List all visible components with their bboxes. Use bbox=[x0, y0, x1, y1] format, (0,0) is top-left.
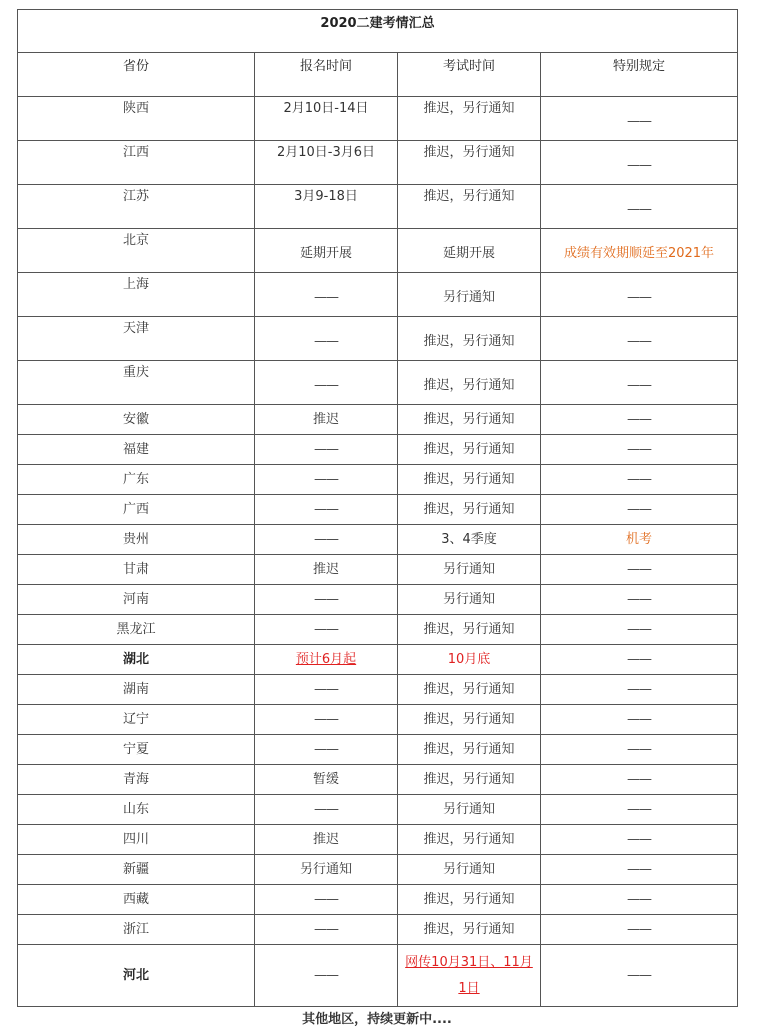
table-row-highlight bbox=[18, 945, 738, 1007]
registration-cell: —— bbox=[255, 317, 398, 361]
table-title: 2020二建考情汇总 bbox=[18, 10, 738, 53]
header-special: 特别规定 bbox=[541, 53, 738, 97]
exam-cell: 推迟，另行通知 bbox=[398, 825, 541, 855]
special-cell: —— bbox=[541, 795, 738, 825]
province-cell: 重庆 bbox=[18, 361, 255, 405]
registration-cell: —— bbox=[255, 885, 398, 915]
exam-cell: 推迟，另行通知 bbox=[398, 405, 541, 435]
exam-cell: 推迟，另行通知 bbox=[398, 317, 541, 361]
province-cell: 山东 bbox=[18, 795, 255, 825]
special-cell: —— bbox=[541, 273, 738, 317]
special-cell: —— bbox=[541, 915, 738, 945]
exam-cell: 推迟，另行通知 bbox=[398, 435, 541, 465]
exam-cell: 另行通知 bbox=[398, 273, 541, 317]
special-cell: —— bbox=[541, 555, 738, 585]
province-cell: 河南 bbox=[18, 585, 255, 615]
special-cell: —— bbox=[541, 705, 738, 735]
registration-cell: —— bbox=[255, 705, 398, 735]
table-row bbox=[18, 795, 738, 825]
special-cell: —— bbox=[541, 825, 738, 855]
table-row bbox=[18, 555, 738, 585]
special-cell: —— bbox=[541, 885, 738, 915]
province-cell: 四川 bbox=[18, 825, 255, 855]
exam-cell: 10月底 bbox=[398, 645, 541, 675]
exam-cell: 推迟，另行通知 bbox=[398, 185, 541, 229]
special-cell: 成绩有效期顺延至2021年 bbox=[541, 229, 738, 273]
table-row bbox=[18, 495, 738, 525]
province-cell: 西藏 bbox=[18, 885, 255, 915]
province-cell: 贵州 bbox=[18, 525, 255, 555]
table-row bbox=[18, 915, 738, 945]
table-row bbox=[18, 317, 738, 361]
special-cell: —— bbox=[541, 675, 738, 705]
province-cell: 陕西 bbox=[18, 97, 255, 141]
registration-cell: —— bbox=[255, 585, 398, 615]
special-cell: —— bbox=[541, 141, 738, 185]
table-row bbox=[18, 525, 738, 555]
exam-cell: 推迟，另行通知 bbox=[398, 361, 541, 405]
province-cell: 江苏 bbox=[18, 185, 255, 229]
special-cell: —— bbox=[541, 615, 738, 645]
header-province: 省份 bbox=[18, 53, 255, 97]
registration-cell: —— bbox=[255, 795, 398, 825]
exam-cell: 3、4季度 bbox=[398, 525, 541, 555]
exam-cell: 推迟，另行通知 bbox=[398, 735, 541, 765]
table-row bbox=[18, 97, 738, 141]
special-cell: —— bbox=[541, 735, 738, 765]
exam-cell: 推迟，另行通知 bbox=[398, 915, 541, 945]
exam-cell: 延期开展 bbox=[398, 229, 541, 273]
registration-cell: —— bbox=[255, 615, 398, 645]
registration-cell: —— bbox=[255, 465, 398, 495]
table-row bbox=[18, 675, 738, 705]
special-cell: —— bbox=[541, 495, 738, 525]
exam-cell bbox=[398, 945, 541, 1007]
registration-cell: 暂缓 bbox=[255, 765, 398, 795]
province-cell: 湖南 bbox=[18, 675, 255, 705]
special-cell: —— bbox=[541, 435, 738, 465]
special-cell: —— bbox=[541, 765, 738, 795]
registration-cell: 延期开展 bbox=[255, 229, 398, 273]
table-row bbox=[18, 185, 738, 229]
province-cell: 辽宁 bbox=[18, 705, 255, 735]
special-cell: —— bbox=[541, 945, 738, 1007]
registration-cell: 2月10日-14日 bbox=[255, 97, 398, 141]
special-cell: 机考 bbox=[541, 525, 738, 555]
registration-cell: —— bbox=[255, 945, 398, 1007]
exam-cell: 推迟，另行通知 bbox=[398, 465, 541, 495]
table-row bbox=[18, 735, 738, 765]
registration-cell: 推迟 bbox=[255, 405, 398, 435]
province-cell: 江西 bbox=[18, 141, 255, 185]
province-cell: 天津 bbox=[18, 317, 255, 361]
province-cell: 宁夏 bbox=[18, 735, 255, 765]
province-cell: 广西 bbox=[18, 495, 255, 525]
exam-cell: 另行通知 bbox=[398, 555, 541, 585]
special-cell: —— bbox=[541, 585, 738, 615]
exam-rumor-link[interactable]: 网传10月31日、11月1日 bbox=[405, 954, 533, 996]
exam-summary-table bbox=[17, 9, 738, 1007]
table-row bbox=[18, 885, 738, 915]
province-cell: 安徽 bbox=[18, 405, 255, 435]
exam-cell: 推迟，另行通知 bbox=[398, 141, 541, 185]
registration-cell: 推迟 bbox=[255, 825, 398, 855]
exam-cell: 推迟，另行通知 bbox=[398, 675, 541, 705]
special-cell: —— bbox=[541, 465, 738, 495]
province-cell: 广东 bbox=[18, 465, 255, 495]
table-row bbox=[18, 361, 738, 405]
province-cell: 新疆 bbox=[18, 855, 255, 885]
table-row bbox=[18, 615, 738, 645]
registration-cell: —— bbox=[255, 525, 398, 555]
exam-cell: 另行通知 bbox=[398, 585, 541, 615]
registration-cell: —— bbox=[255, 435, 398, 465]
registration-cell: —— bbox=[255, 675, 398, 705]
province-cell: 甘肃 bbox=[18, 555, 255, 585]
registration-cell: —— bbox=[255, 735, 398, 765]
exam-cell: 推迟，另行通知 bbox=[398, 615, 541, 645]
table-row bbox=[18, 229, 738, 273]
province-cell: 浙江 bbox=[18, 915, 255, 945]
registration-cell: 2月10日-3月6日 bbox=[255, 141, 398, 185]
table-row bbox=[18, 405, 738, 435]
exam-cell: 推迟，另行通知 bbox=[398, 885, 541, 915]
table-row-highlight bbox=[18, 645, 738, 675]
table-row bbox=[18, 585, 738, 615]
province-cell: 上海 bbox=[18, 273, 255, 317]
registration-cell: —— bbox=[255, 361, 398, 405]
table-header-row bbox=[18, 53, 738, 97]
header-registration: 报名时间 bbox=[255, 53, 398, 97]
registration-cell: —— bbox=[255, 273, 398, 317]
province-cell: 河北 bbox=[18, 945, 255, 1007]
registration-cell: 3月9-18日 bbox=[255, 185, 398, 229]
registration-cell bbox=[255, 645, 398, 675]
table-row bbox=[18, 825, 738, 855]
table-row bbox=[18, 705, 738, 735]
table-row bbox=[18, 435, 738, 465]
special-cell: —— bbox=[541, 361, 738, 405]
province-cell: 福建 bbox=[18, 435, 255, 465]
registration-cell: —— bbox=[255, 915, 398, 945]
exam-cell: 另行通知 bbox=[398, 855, 541, 885]
exam-cell: 推迟，另行通知 bbox=[398, 97, 541, 141]
table-row bbox=[18, 855, 738, 885]
exam-cell: 推迟，另行通知 bbox=[398, 495, 541, 525]
special-cell: —— bbox=[541, 645, 738, 675]
header-exam: 考试时间 bbox=[398, 53, 541, 97]
footer-note: 其他地区，持续更新中.... bbox=[302, 1012, 452, 1027]
table-row bbox=[18, 273, 738, 317]
special-cell: —— bbox=[541, 97, 738, 141]
exam-cell: 另行通知 bbox=[398, 795, 541, 825]
registration-cell: 另行通知 bbox=[255, 855, 398, 885]
special-cell: —— bbox=[541, 185, 738, 229]
province-cell: 北京 bbox=[18, 229, 255, 273]
province-cell: 黑龙江 bbox=[18, 615, 255, 645]
table-row bbox=[18, 465, 738, 495]
registration-cell: —— bbox=[255, 495, 398, 525]
special-cell: —— bbox=[541, 405, 738, 435]
special-cell: —— bbox=[541, 855, 738, 885]
table-row bbox=[18, 141, 738, 185]
exam-cell: 推迟，另行通知 bbox=[398, 705, 541, 735]
province-cell: 青海 bbox=[18, 765, 255, 795]
exam-cell: 推迟，另行通知 bbox=[398, 765, 541, 795]
registration-cell: 推迟 bbox=[255, 555, 398, 585]
special-cell: —— bbox=[541, 317, 738, 361]
table-row bbox=[18, 765, 738, 795]
registration-link[interactable]: 预计6月起 bbox=[295, 651, 357, 667]
province-cell: 湖北 bbox=[18, 645, 255, 675]
